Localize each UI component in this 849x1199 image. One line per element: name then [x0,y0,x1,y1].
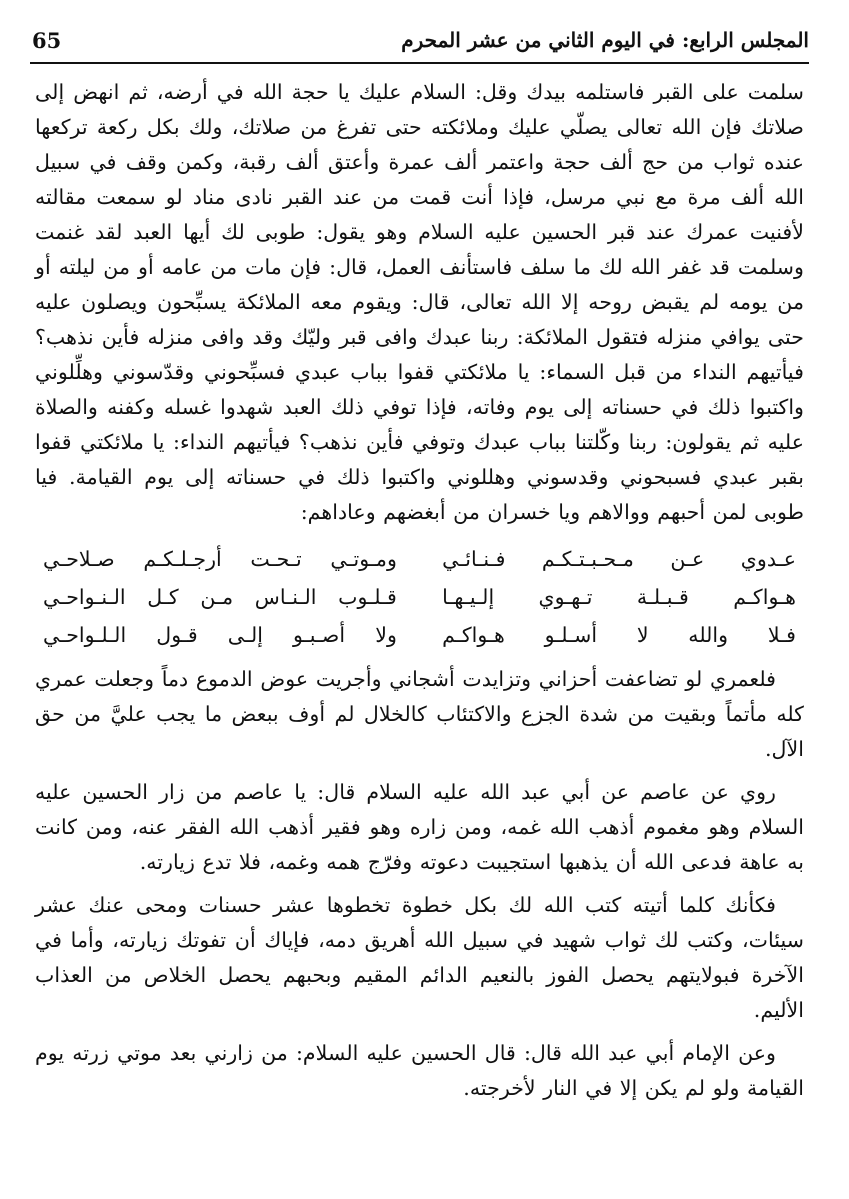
paragraph: فلعمري لو تضاعفت أحزاني وتزايدت أشجاني وأجريت عوض الدموع دماً وجعلت عمري كله مأتماً وبقيت من شدة الجزع والاكتئاب كالخلال لم أوف ببعض ما يجب عليَّ من حق الآل. [35,667,804,761]
poem [35,540,804,654]
poem-verse [35,578,804,616]
poem-hemistich-second: ولا أصـبـو إلـى قـول الـلـواحـي [43,623,397,647]
poem-verse [35,540,804,578]
poem-hemistich-second: قـلـوب الـنـاس مـن كـل الـنـواحـي [43,585,397,609]
poem-hemistich-first: عـدوي عـن مـحـبـتـكـم فـنـائـي [442,547,796,571]
paragraph: سلمت على القبر فاستلمه بيدك وقل: السلام عليك يا حجة الله في أرضه، ثم انهض إلى صلاتك فإن الله تعالى يصلّي عليك وملائكته حتى تفرغ من صلاتك، ولك بكل ركعة تركعها عنده ثواب من حج ألف حجة واعتمر ألف عمرة وأعتق ألف رقبة، وكمن وقف في سبيل الله ألف مرة مع نبي مرسل، فإذا أنت قمت من عند القبر نادى مناد لو سمعت مقالته لأفنيت عمرك عند قبر الحسين عليه السلام وهو يقول: طوبى لك أيها العبد لقد غنمت وسلمت قد غفر الله لك ما سلف فاستأنف العمل، قال: فإن مات من عامه أو من ليلته أو من يومه لم يقبض روحه إلا الله تعالى، قال: ويقوم معه الملائكة يسبِّحون ويصلون عليه حتى يوافي منزله فتقول الملائكة: ربنا عبدك وافى قبر وليّك وقد وافى منزله فأين نذهب؟ فيأتيهم النداء من قبل السماء: يا ملائكتي قفوا بباب عبدي فسبِّحوني وقدّسوني وهلِّلوني واكتبوا ذلك في حسناته إلى يوم وفاته، فإذا توفي ذلك العبد شهدوا غسله وكفنه والصلاة عليه ثم يقولون: ربنا وكّلتنا بباب عبدك وتوفي فأين نذهب؟ فيأتيهم النداء: يا ملائكتي قفوا بقبر عبدي فسبحوني وقدسوني وهللوني واكتبوا ذلك في حسناته إلى يوم القيامة. فيا طوبى لمن أحبهم ووالاهم ويا خسران من أبغضهم وعاداهم: [35,80,804,524]
page-number: 65 [32,28,62,53]
paragraph: وعن الإمام أبي عبد الله قال: قال الحسين عليه السلام: من زارني بعد موتي زرته يوم القيامة ولو لم يكن إلا في النار لأخرجته. [35,1041,804,1100]
poem-hemistich-first: فـلا والله لا أسـلـو هـواكـم [442,623,796,647]
page-header [30,26,809,64]
page-body [35,75,804,1106]
poem-verse [35,616,804,654]
running-title: المجلس الرابع: في اليوم الثاني من عشر المحرم [401,28,809,52]
paragraph: روي عن عاصم عن أبي عبد الله عليه السلام قال: يا عاصم من زار الحسين عليه السلام وهو مغموم أذهب الله غمه، ومن زاره وهو فقير أذهب الله الفقر عنه، ومن كانت به عاهة فدعى الله أن يذهبها استجيبت دعوته وفرّج همه وغمه، فلا تدع زيارته. [35,780,804,874]
paragraph: فكأنك كلما أتيته كتب الله لك بكل خطوة تخطوها عشر حسنات ومحى عنك عشر سيئات، وكتب لك ثواب شهيد في سبيل الله أهريق دمه، فإياك أن تفوتك زيارته، وأما في الآخرة فبولايتهم يحصل الفوز بالنعيم الدائم المقيم وبحبهم يحصل الخلاص من العذاب الأليم. [35,893,804,1022]
poem-hemistich-first: هـواكـم قـبـلـة تـهـوي إلـيـهـا [442,585,796,609]
poem-hemistich-second: ومـوتـي تـحـت أرجـلـكـم صـلاحـي [43,547,397,571]
